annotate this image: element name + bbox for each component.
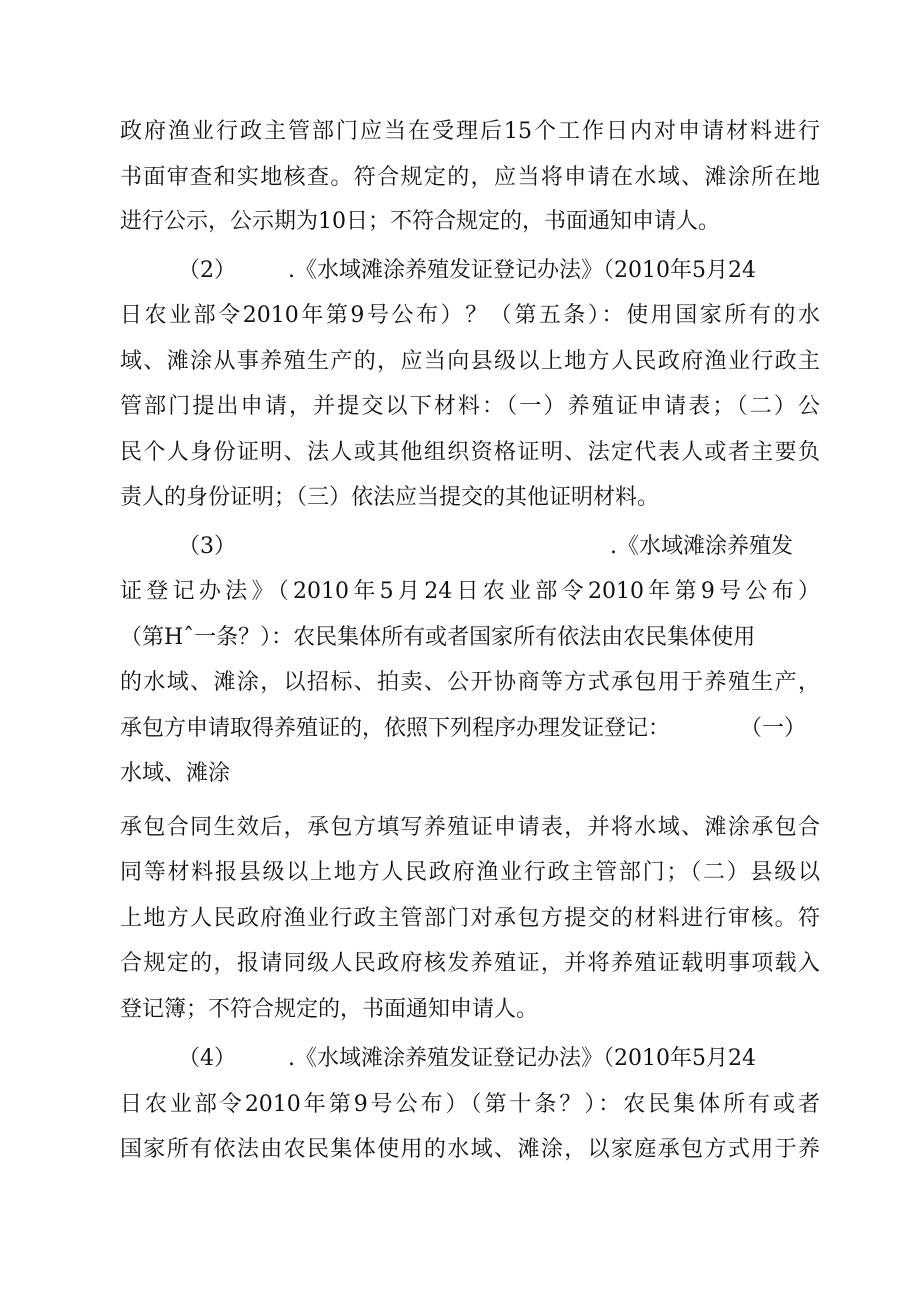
text-line: 管部门提出申请，并提交以下材料：（一）养殖证申请表；（二）公 (120, 394, 820, 419)
item-2-text: .《水域滩涂养殖发证登记办法》（2010年5月24 (288, 258, 756, 283)
text-line: 书面审查和实地核查。符合规定的，应当将申请在水域、滩涂所在地 (120, 165, 820, 190)
text-line: 承包合同生效后，承包方填写养殖证申请表，并将水域、滩涂承包合 (120, 815, 820, 840)
list-marker: （一） (740, 716, 807, 741)
text-line: 水域、滩涂 (120, 761, 231, 786)
item-3-heading (120, 527, 820, 567)
text-line: 上地方人民政府渔业行政主管部门对承包方提交的材料进行审核。符 (120, 906, 820, 931)
text-line: 国家所有依法由农民集体使用的水域、滩涂，以家庭承包方式用于养 (120, 1137, 820, 1162)
item-3-number: （3） (178, 534, 236, 559)
text-line: （第Hˆ一条？）：农民集体所有或者国家所有依法由农民集体使用 (120, 625, 756, 650)
item-3-text: .《水域滩涂养殖发 (610, 534, 793, 559)
text-line: 日农业部令2010年第9号公布）？（第五条）：使用国家所有的水 (120, 303, 820, 328)
text-line: 同等材料报县级以上地方人民政府渔业行政主管部门；（二）县级以 (120, 860, 820, 885)
text-line: 责人的身份证明；（三）依法应当提交的其他证明材料。 (120, 485, 660, 510)
text-line: 合规定的，报请同级人民政府核发养殖证，并将养殖证载明事项载入 (120, 951, 820, 976)
text-line (120, 709, 820, 749)
item-2-number: （2） (178, 258, 236, 283)
item-2-heading (120, 251, 820, 291)
item-4-number: （4） (178, 1046, 236, 1071)
text-segment: 承包方申请取得养殖证的，依照下列程序办理发证登记： (120, 716, 671, 741)
text-line: 域、滩涂从事养殖生产的，应当向县级以上地方人民政府渔业行政主 (120, 349, 820, 374)
text-line: 进行公示，公示期为10日；不符合规定的，书面通知申请人。 (120, 209, 720, 234)
text-line: 证登记办法》（2010年5月24日农业部令2010年第9号公布） (120, 579, 820, 604)
text-line: 政府渔业行政主管部门应当在受理后15个工作日内对申请材料进行 (120, 119, 820, 144)
item-4-text: .《水域滩涂养殖发证登记办法》（2010年5月24 (288, 1046, 756, 1071)
text-line: 日农业部令2010年第9号公布）（第十条？）：农民集体所有或者 (120, 1092, 820, 1117)
text-line: 的水域、滩涂，以招标、拍卖、公开协商等方式承包用于养殖生产， (120, 670, 820, 695)
text-line: 民个人身份证明、法人或其他组织资格证明、法定代表人或者主要负 (120, 440, 820, 465)
item-4-heading (120, 1039, 820, 1079)
text-line: 登记簿；不符合规定的，书面通知申请人。 (120, 997, 539, 1022)
